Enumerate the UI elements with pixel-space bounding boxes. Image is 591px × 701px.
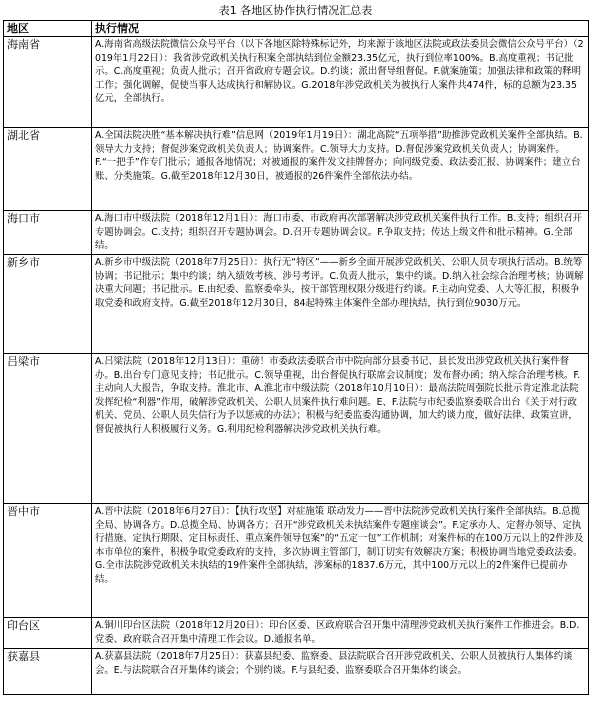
execution-cell: A.新乡市中级法院（2018年7月25日）：执行无“特区”——新乡全面开展涉党政机关、公职人员专项执行活动。B.统筹协调；书记批示；集中约谈；纳入绩效考核、涉号考评。C.负责人批示，集中约谈。D.纳入社会综合治理考核；协调解决重大问题；书记批示。E.由纪委、监察委牵头，按干部管理权限分级进行约谈。F.主动向党委、人大等汇报，积极争取党委和政府支持。G.截至2018年12月30日，84起特殊主体案件全部办理执结，执行到位9030万元。 — [92, 255, 589, 354]
table-row — [4, 618, 589, 649]
header-region: 地区 — [4, 21, 92, 37]
table-row — [4, 504, 589, 618]
table-row — [4, 255, 589, 354]
table-row — [4, 37, 589, 128]
execution-cell: A.海南省高级法院微信公众号平台（以下各地区除特殊标记外，均来源于该地区法院或政法委员会微信公众号平台）（2019年1月22日）：我省涉党政机关执行积案全部执结到位金额23.35亿元，执行到位率100%。B.高度重视；书记批示。C.高度重视；负责人批示；召开省政府专题会议。D.约谈；派出督导组督促。F.就案施策；加强法律和政策的释明工作；强化调解，促使当事人达成执行和解协议。G.2018年涉党政机关为被执行人案件共474件，标的总额为23.35亿元，全部执行。 — [92, 37, 589, 128]
region-cell: 获嘉县 — [4, 649, 92, 695]
table-row — [4, 211, 589, 255]
header-execution: 执行情况 — [92, 21, 589, 37]
table-row — [4, 354, 589, 504]
region-cell: 新乡市 — [4, 255, 92, 354]
region-cell: 印台区 — [4, 618, 92, 649]
table-title: 表1 各地区协作执行情况汇总表 — [218, 4, 373, 17]
execution-cell: A.铜川印台区法院（2018年12月20日）：印台区委、区政府联合召开集中清理涉党政机关执行案件工作推进会。B.D.党委、政府联合召开集中清理工作会议。D.通报名单。 — [92, 618, 589, 649]
region-cell: 晋中市 — [4, 504, 92, 618]
region-cell: 海南省 — [4, 37, 92, 128]
execution-cell: A.晋中法院（2018年6月27日）：【执行攻坚】对症施策 联动发力——晋中法院涉党政机关执行案件全部执结。B.总揽全局、协调各方。D.总揽全局、协调各方；召开“涉党政机关未执结案件专题座谈会”。F.定承办人、定督办领导、定执行措施、定执行期限、定目标责任、重点案件领导包案”的“五定一包”工作机制；对案件标的在100万元以上的2件涉及本市单位的案件，积极争取党委政府的支持，多次协调主管部门，制订切实有效解决方案；积极协调当地党委政法委。G.全市法院涉党政机关未执结的19件案件全部执结，涉案标的1837.6万元，其中100万元以上的2件案件已提前办结。 — [92, 504, 589, 618]
execution-cell: A.吕梁法院（2018年12月13日）：重磅！市委政法委联合市中院向部分县委书记、县长发出涉党政机关执行案件督办。B.出台专门意见支持；书记批示。C.领导重视，出台督促执行联席会议制度；发布督办函；纳入综合治理考核。F.主动向人大报告，争取支持。淮北市、A.淮北市中级法院（2018年10月10日）：最高法院周强院长批示肯定淮北法院发挥纪检“利器”作用，破解涉党政机关、公职人员案件执行难问题。E、F.法院与市纪委监察委联合出台《关于对行政机关、党员、公职人员失信行为予以惩戒的办法》；积极与纪委监委沟通协调，加大约谈力度，做好法律、政策宣讲，督促被执行人积极履行义务。G.利用纪检利器解决涉党政机关执行难。 — [92, 354, 589, 504]
table-row — [4, 649, 589, 695]
summary-table — [3, 20, 589, 695]
table-header-row — [4, 21, 589, 37]
region-cell: 吕梁市 — [4, 354, 92, 504]
execution-cell: A.获嘉县法院（2018年7月25日）：获嘉县纪委、监察委、县法院联合召开涉党政机关、公职人员被执行人集体约谈会。E.与法院联合召开集体约谈会；个别约谈。F.与县纪委、监察委联合召开集体约谈会。 — [92, 649, 589, 695]
region-cell: 海口市 — [4, 211, 92, 255]
table-row — [4, 128, 589, 211]
execution-cell: A.全国法院决胜“基本解决执行难”信息网（2019年1月19日）：湖北高院“五项举措”助推涉党政机关案件全部执结。B.领导大力支持；督促涉案党政机关负责人；协调案件。C.领导大力支持。D.督促涉案党政机关负责人；协调案件。F.“一把手”作专门批示；通报各地情况；对被通报的案件发文挂牌督办；向同级党委、政法委汇报、协调案件；建立台账、分类施策。G.截至2018年12月30日，被通报的26件案件全部依法办结。 — [92, 128, 589, 211]
region-cell: 湖北省 — [4, 128, 92, 211]
execution-cell: A.海口市中级法院（2018年12月1日）：海口市委、市政府再次部署解决涉党政机关案件执行工作。B.支持；组织召开专题协调会。C.支持；组织召开专题协调会。D.召开专题协调会议。F.争取支持；传达上级文件和批示精神。G.全部结。 — [92, 211, 589, 255]
